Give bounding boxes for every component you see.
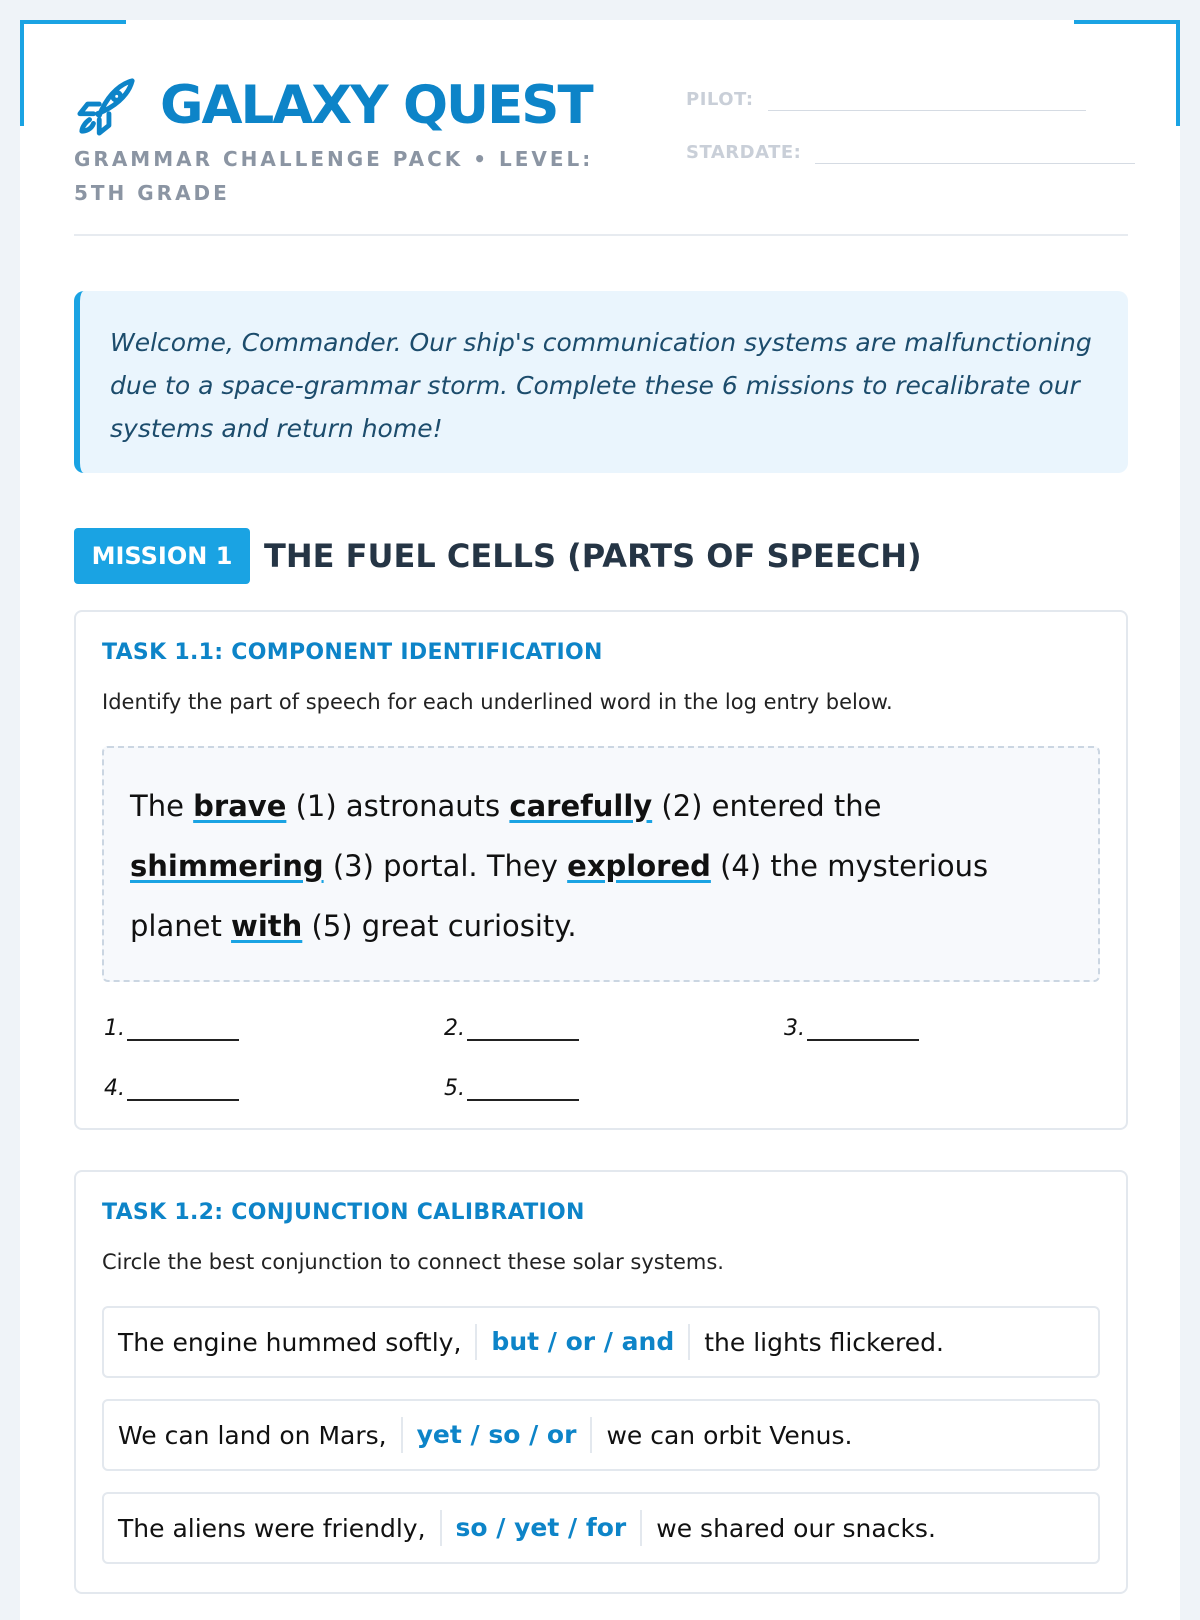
answer-line[interactable] — [467, 1079, 579, 1101]
clause-before: The aliens were friendly, — [118, 1513, 426, 1543]
log-text: (3) portal. They — [323, 849, 568, 883]
answer-line[interactable] — [127, 1019, 239, 1041]
task-card-component-identification — [74, 610, 1128, 1130]
answer-line[interactable] — [127, 1079, 239, 1101]
pilot-label: PILOT: — [686, 89, 754, 110]
log-text: (4) the mysterious planet — [130, 849, 989, 943]
task-instruction: Identify the part of speech for each underlined word in the log entry below. — [102, 690, 893, 714]
answer-line[interactable] — [467, 1019, 579, 1041]
underlined-word-2: carefully — [509, 789, 653, 823]
subtitle: GRAMMAR CHALLENGE PACK • LEVEL: 5TH GRADE — [74, 147, 594, 205]
mission-title: THE FUEL CELLS (PARTS OF SPEECH) — [264, 537, 922, 575]
log-text: (1) astronauts — [286, 789, 510, 823]
clause-before: The engine hummed softly, — [118, 1327, 462, 1357]
answer-blank-3[interactable] — [784, 1016, 919, 1041]
conjunction-row-3 — [102, 1492, 1100, 1564]
underlined-word-3: shimmering — [130, 849, 324, 883]
stardate-input-line[interactable] — [815, 137, 1135, 164]
answer-number: 2. — [444, 1016, 465, 1041]
underlined-word-5: with — [231, 909, 303, 943]
task-title: TASK 1.2: CONJUNCTION CALIBRATION — [102, 1200, 585, 1225]
answer-number: 5. — [444, 1076, 465, 1101]
clause-after: we shared our snacks. — [656, 1513, 936, 1543]
clause-before: We can land on Mars, — [118, 1420, 387, 1450]
intro-text: Welcome, Commander. Our ship's communication systems are malfunctioning due to a space-grammar storm. Complete these 6 missions to recalibrate our systems and return home! — [110, 328, 1092, 443]
header-divider — [74, 234, 1128, 236]
underlined-word-1: brave — [193, 789, 287, 823]
log-text: The — [130, 789, 194, 823]
brand-title: GALAXY QUEST — [160, 75, 592, 136]
task-card-conjunction-calibration — [74, 1170, 1128, 1594]
stardate-label: STARDATE: — [686, 142, 802, 163]
pilot-field[interactable] — [686, 84, 1086, 111]
conjunction-row-2 — [102, 1399, 1100, 1471]
mission-badge: MISSION 1 — [74, 528, 250, 584]
clause-after: we can orbit Venus. — [606, 1420, 853, 1450]
answer-blank-2[interactable] — [444, 1016, 579, 1041]
brand-header — [76, 74, 592, 138]
answer-blank-1[interactable] — [104, 1016, 239, 1041]
pilot-input-line[interactable] — [768, 84, 1086, 111]
answer-number: 1. — [104, 1016, 125, 1041]
conjunction-options[interactable]: but / or / and — [475, 1324, 690, 1360]
task-title: TASK 1.1: COMPONENT IDENTIFICATION — [102, 640, 603, 665]
answer-number: 3. — [784, 1016, 805, 1041]
underlined-word-4: explored — [567, 849, 711, 883]
log-text: (5) great curiosity. — [302, 909, 577, 943]
conjunction-options[interactable]: yet / so / or — [401, 1417, 593, 1453]
answer-blank-4[interactable] — [104, 1076, 239, 1101]
clause-after: the lights flickered. — [704, 1327, 944, 1357]
task-instruction: Circle the best conjunction to connect these solar systems. — [102, 1250, 724, 1274]
answer-blank-5[interactable] — [444, 1076, 579, 1101]
answer-line[interactable] — [807, 1019, 919, 1041]
intro-box — [74, 291, 1128, 473]
stardate-field[interactable] — [686, 137, 1135, 164]
corner-accent-top-right — [1074, 20, 1180, 126]
conjunction-options[interactable]: so / yet / for — [440, 1510, 643, 1546]
rocket-icon — [76, 75, 138, 137]
log-entry-box — [102, 746, 1100, 982]
log-text: (2) entered the — [652, 789, 882, 823]
conjunction-row-1 — [102, 1306, 1100, 1378]
answer-number: 4. — [104, 1076, 125, 1101]
